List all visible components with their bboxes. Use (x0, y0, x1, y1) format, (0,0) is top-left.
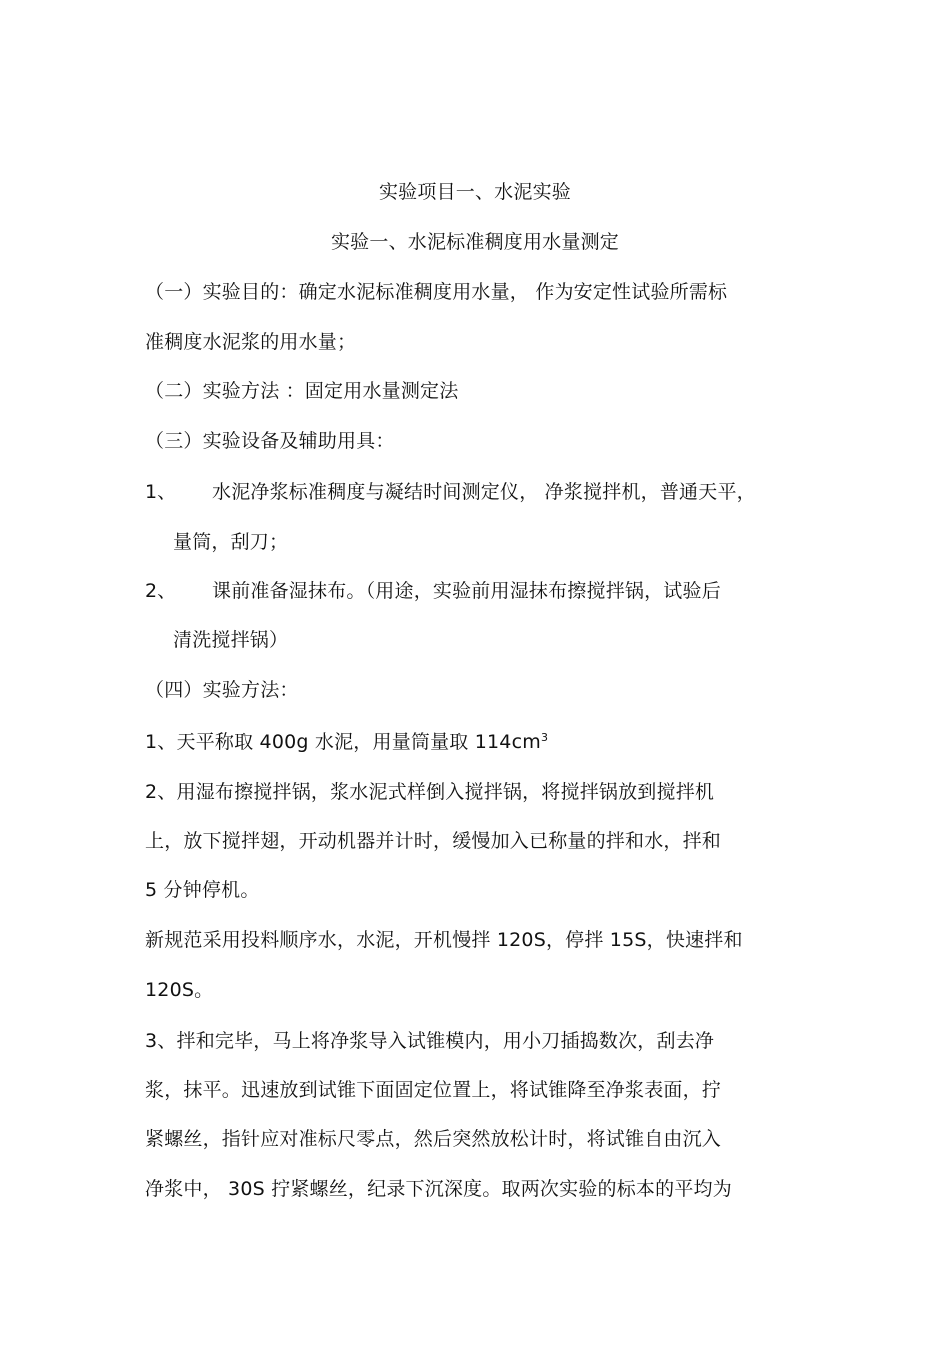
document-title: 实验项目一、水泥实验 (378, 181, 571, 203)
step-1-text: 1、天平称取 400g 水泥，用量筒量取 114cm (145, 731, 541, 753)
purpose-line-1: （一）实验目的：确定水泥标准稠度用水量， 作为安定性试验所需标 (145, 281, 728, 303)
step-3-line-3: 紧螺丝，指针应对准标尺零点，然后突然放松计时，将试锥自由沉入 (145, 1128, 722, 1150)
step-2-line-2: 上，放下搅拌翅，开动机器并计时，缓慢加入已称量的拌和水，拌和 (145, 830, 722, 852)
step-3-line-4: 净浆中， 30S 拧紧螺丝，纪录下沉深度。取两次实验的标本的平均为 (145, 1178, 732, 1200)
step-2-line-3: 5 分钟停机。 (145, 879, 260, 901)
equipment-item-1-number: 1、 (145, 481, 177, 503)
equipment-item-1-line-1: 水泥净浆标准稠度与凝结时间测定仪， 净浆搅拌机，普通天平， (212, 481, 756, 503)
step-3-line-1: 3、拌和完毕，马上将净浆导入试锥模内，用小刀插捣数次，刮去净 (145, 1030, 715, 1052)
purpose-line-2: 准稠度水泥浆的用水量； (145, 331, 357, 353)
equipment-item-2-line-2: 清洗搅拌锅） (173, 629, 289, 651)
spec-line-1: 新规范采用投料顺序水，水泥，开机慢拌 120S，停拌 15S，快速拌和 (145, 929, 743, 951)
equipment-item-2-number: 2、 (145, 580, 177, 602)
experiment-title: 实验一、水泥标准稠度用水量测定 (330, 231, 619, 253)
spec-line-2: 120S。 (145, 979, 214, 1001)
equipment-heading: （三）实验设备及辅助用具： (145, 430, 395, 452)
step-2-line-1: 2、用湿布擦搅拌锅，浆水泥式样倒入搅拌锅，将搅拌锅放到搅拌机 (145, 781, 715, 803)
method-heading: （二）实验方法 ：固定用水量测定法 (145, 380, 459, 402)
steps-heading: （四）实验方法： (145, 679, 299, 701)
step-1-superscript: 3 (540, 731, 549, 744)
step-3-line-2: 浆，抹平。迅速放到试锥下面固定位置上，将试锥降至净浆表面，拧 (145, 1079, 722, 1101)
equipment-item-1-line-2: 量筒，刮刀； (173, 531, 289, 553)
equipment-item-2-line-1: 课前准备湿抹布。（用途，实验前用湿抹布擦搅拌锅，试验后 (212, 580, 721, 602)
step-1 (145, 728, 548, 756)
